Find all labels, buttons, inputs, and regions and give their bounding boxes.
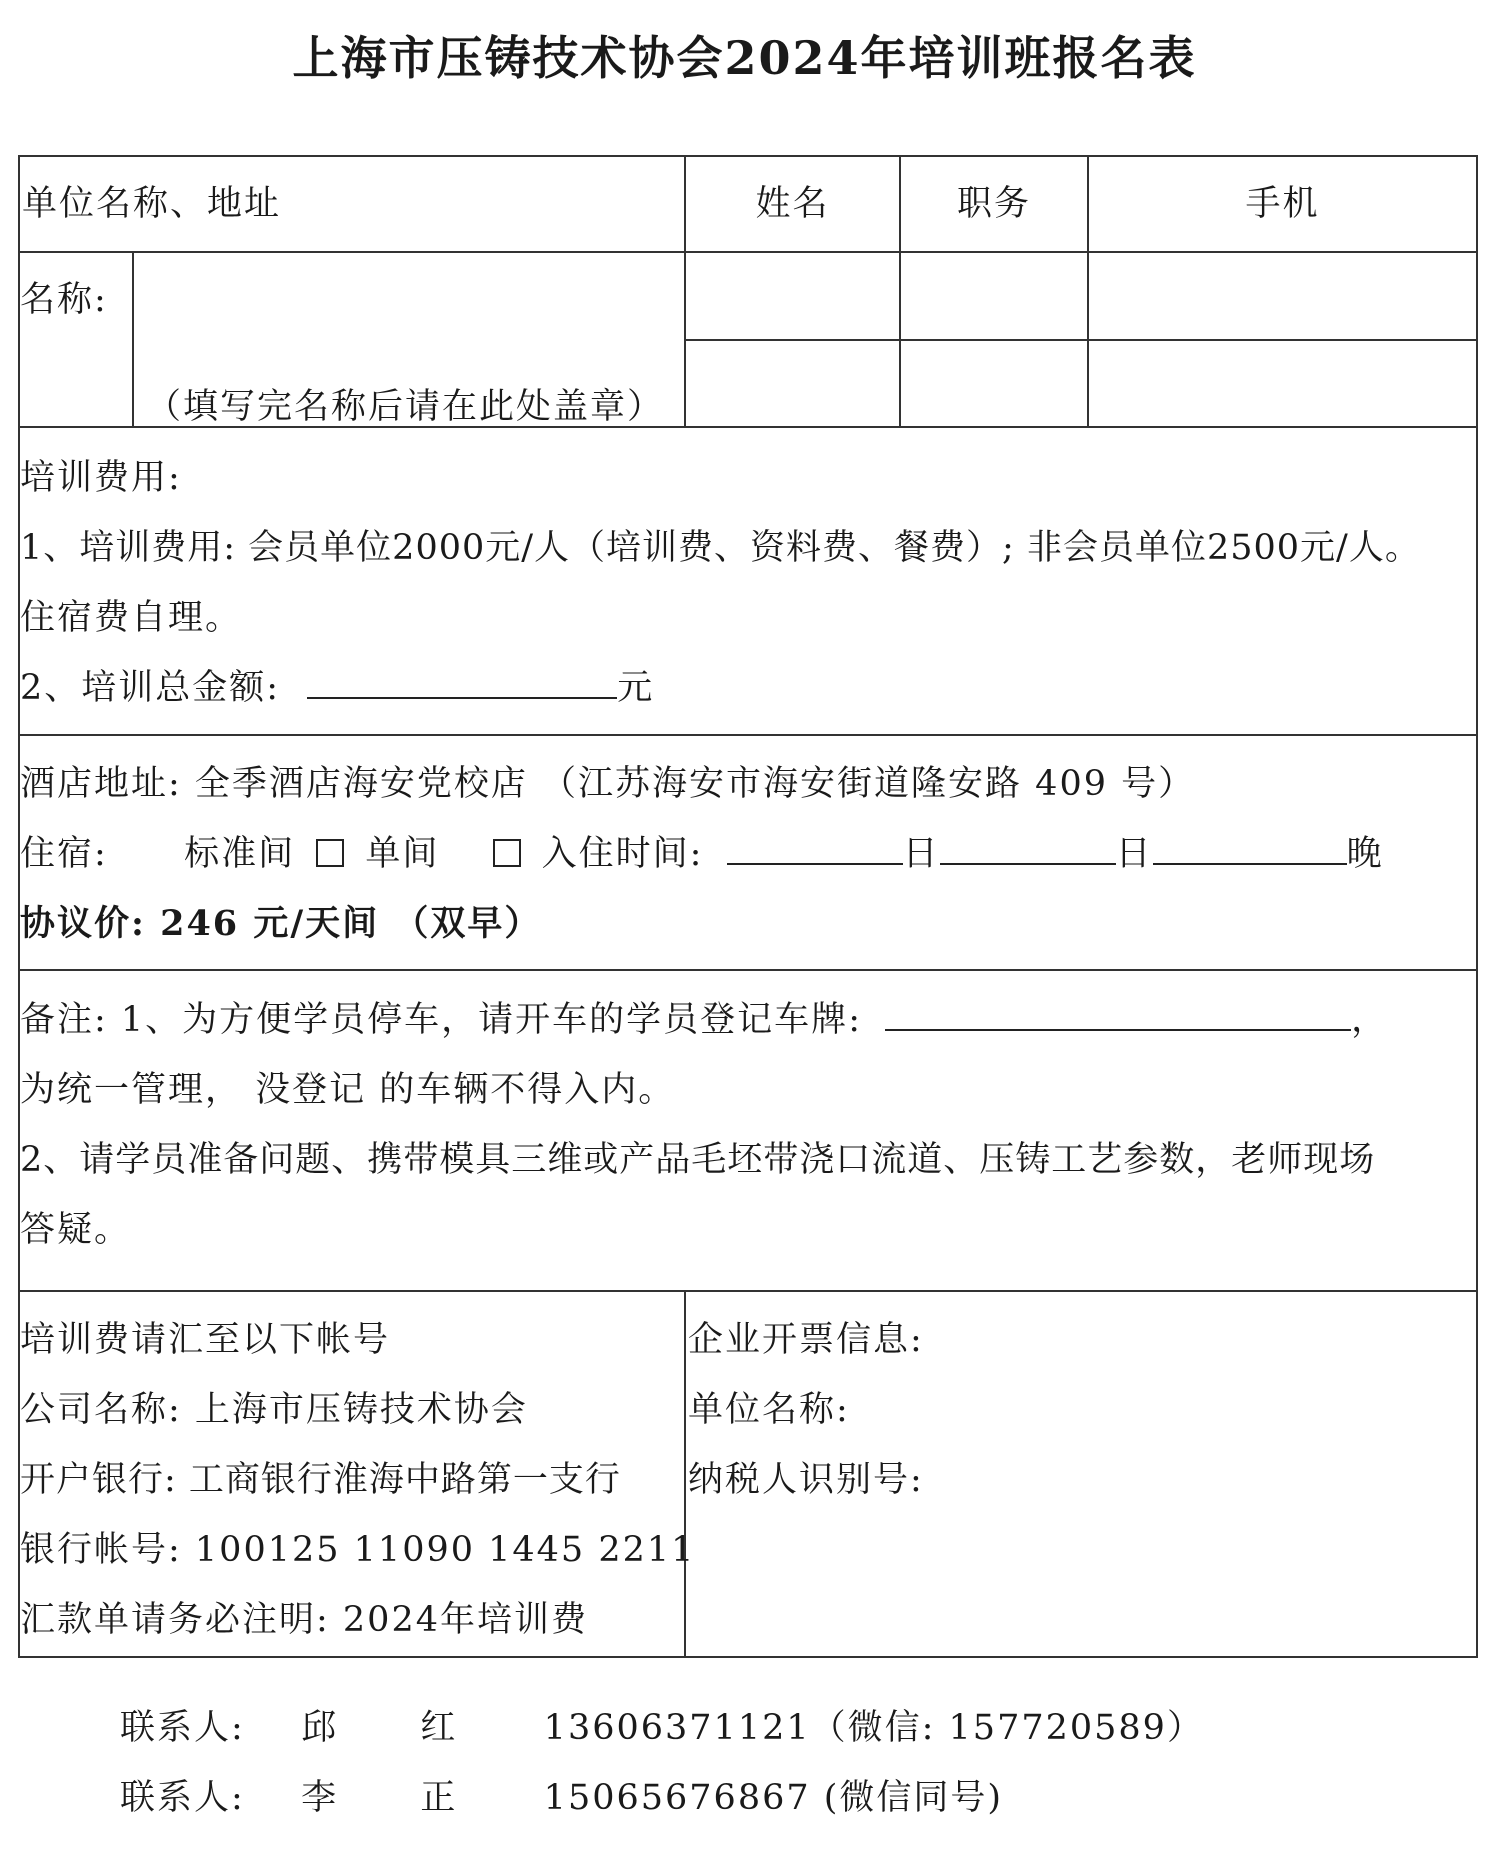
form-title: 上海市压铸技术协会2024年培训班报名表 <box>292 31 1197 85</box>
fee-heading: 培训费用: <box>20 458 182 498</box>
invoice-heading: 企业开票信息: <box>688 1320 924 1360</box>
contact-1-name-last: 红 <box>420 1708 458 1748</box>
notes-plate-comma: ， <box>1351 1000 1389 1040</box>
contact-2-phone: 15065676867 (微信同号) <box>543 1778 1004 1818</box>
fee-total-label: 2、培训总金额: <box>20 668 281 708</box>
contact-2-label: 联系人: <box>120 1778 245 1818</box>
notes-line-1 <box>20 992 1388 1042</box>
phone-field-1[interactable] <box>1089 253 1474 337</box>
fee-line-2: 住宿费自理。 <box>20 598 243 638</box>
name-field-1[interactable] <box>686 253 897 337</box>
contact-2 <box>120 1770 1003 1820</box>
contact-2-name-first: 李 <box>301 1778 339 1818</box>
checkin-day-2-input[interactable] <box>940 835 1116 865</box>
phone-field-2[interactable] <box>1089 341 1474 425</box>
invoice-tax-label: 纳税人识别号: <box>688 1460 924 1500</box>
notes-line-2: 为统一管理， 没登记 的车辆不得入内。 <box>20 1070 676 1110</box>
notes-line-3: 2、请学员准备问题、携带模具三维或产品毛坯带浇口流道、压铸工艺参数，老师现场 <box>20 1140 1376 1180</box>
single-room-checkbox[interactable] <box>493 839 521 867</box>
checkin-day-2-unit: 日 <box>1115 834 1153 874</box>
hotel-address: 酒店地址: 全季酒店海安党校店 （江苏海安市海安街道隆安路 409 号） <box>20 764 1196 804</box>
standard-room-checkbox[interactable] <box>316 839 344 867</box>
standard-room-label: 标准间 <box>184 834 296 874</box>
checkin-day-1-unit: 日 <box>902 834 940 874</box>
checkin-label: 入住时间: <box>541 834 704 874</box>
contact-2-name-last: 正 <box>420 1778 458 1818</box>
position-field-2[interactable] <box>901 341 1085 425</box>
nights-unit: 晚 <box>1346 834 1384 874</box>
fee-line-1: 1、培训费用: 会员单位2000元/人（培训费、资料费、餐费）; 非会员单位2500元/人。 <box>20 528 1421 568</box>
license-plate-input[interactable] <box>885 1001 1351 1031</box>
lodging-label: 住宿: <box>20 834 108 874</box>
lodging-row <box>20 826 1384 876</box>
header-name: 姓名 <box>755 184 830 224</box>
header-position: 职务 <box>956 184 1031 224</box>
contact-1-phone: 13606371121（微信: 157720589） <box>543 1708 1204 1748</box>
fee-total-row <box>20 660 654 710</box>
header-unit: 单位名称、地址 <box>22 184 282 224</box>
notes-plate-label: 备注: 1、为方便学员停车，请开车的学员登记车牌: <box>20 1000 862 1040</box>
stamp-note: （填写完名称后请在此处盖章） <box>146 387 665 427</box>
bank-account: 银行帐号: 100125 11090 1445 2211 <box>20 1530 696 1570</box>
unit-name-field[interactable] <box>134 253 682 373</box>
position-field-1[interactable] <box>901 253 1085 337</box>
name-field-2[interactable] <box>686 341 897 425</box>
agreed-price: 协议价: 246 元/天间 （双早） <box>20 903 542 944</box>
notes-line-4: 答疑。 <box>20 1210 132 1250</box>
single-room-label: 单间 <box>365 834 440 874</box>
contact-1 <box>120 1700 1204 1750</box>
fee-total-input[interactable] <box>307 669 617 699</box>
header-phone: 手机 <box>1245 184 1320 224</box>
bank-remark: 汇款单请务必注明: 2024年培训费 <box>20 1600 588 1640</box>
bank-company: 公司名称: 上海市压铸技术协会 <box>20 1390 528 1430</box>
contact-1-name-first: 邱 <box>301 1708 339 1748</box>
fee-total-unit: 元 <box>617 668 655 708</box>
invoice-unit-label: 单位名称: <box>688 1390 850 1430</box>
unit-name-label: 名称: <box>20 280 108 320</box>
checkin-day-1-input[interactable] <box>727 835 903 865</box>
contact-1-label: 联系人: <box>120 1708 245 1748</box>
nights-input[interactable] <box>1153 835 1347 865</box>
bank-heading: 培训费请汇至以下帐号 <box>20 1320 391 1360</box>
bank-name: 开户银行: 工商银行淮海中路第一支行 <box>20 1460 621 1500</box>
